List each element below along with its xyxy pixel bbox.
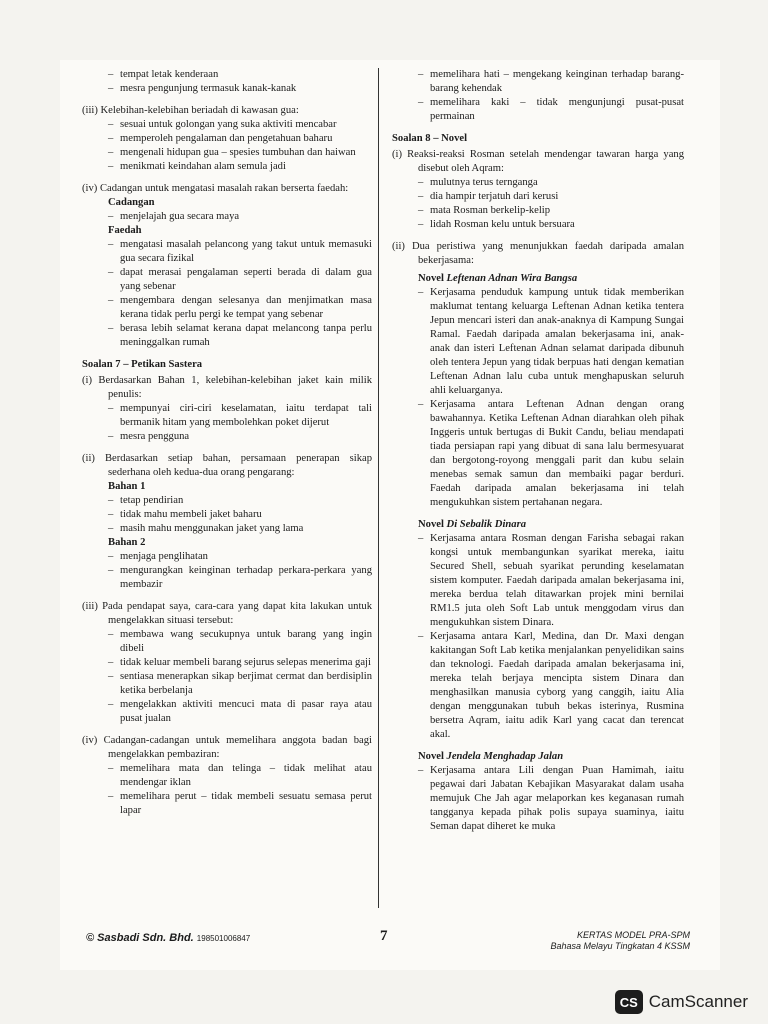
novel-name: Leftenan Adnan Wira Bangsa bbox=[446, 273, 578, 284]
content-block bbox=[392, 148, 684, 232]
content-block bbox=[82, 68, 372, 96]
content-block bbox=[82, 734, 372, 818]
footer-publisher bbox=[86, 932, 250, 944]
list-item: – dapat merasai pengalaman seperti berada di dalam gua yang sebenar bbox=[82, 266, 372, 294]
subheading: Faedah bbox=[108, 225, 142, 236]
list-item: – membawa wang secukupnya untuk barang yang ingin dibeli bbox=[82, 628, 372, 656]
document-page bbox=[60, 60, 720, 970]
list-item: – Kerjasama antara Lili dengan Puan Hamimah, iaitu pegawai dari Jabatan Kebajikan Masyarakat dalam usaha memujuk Che Jah agar melaporkan kes keganasan rumah tangganya kepada pihak polis supaya suaminya, iaitu Seman dapat diheret ke muka bbox=[392, 764, 684, 834]
novel-title bbox=[392, 518, 684, 532]
list-item: – memelihara kaki – tidak mengunjungi pusat-pusat permainan bbox=[392, 96, 684, 124]
list-item: – mengurangkan keinginan terhadap perkara-perkara yang membazir bbox=[82, 564, 372, 592]
footer-book-info bbox=[551, 930, 691, 952]
novel-name: Di Sebalik Dinara bbox=[446, 519, 527, 530]
novel-prefix: Novel bbox=[418, 519, 447, 530]
novel-prefix: Novel bbox=[418, 751, 447, 762]
list-item: – memelihara mata dan telinga – tidak melihat atau mendengar iklan bbox=[82, 762, 372, 790]
list-item: – mengenali hidupan gua – spesies tumbuhan dan haiwan bbox=[82, 146, 372, 160]
question-text: (ii) Berdasarkan setiap bahan, persamaan penerapan sikap sederhana oleh kedua-dua orang pengarang: bbox=[82, 453, 372, 478]
right-column bbox=[392, 68, 684, 842]
list-item: – Kerjasama antara Leftenan Adnan dengan orang bawahannya. Ketika Leftenan Adnan diarahkan oleh pihak Inggeris untuk bertugas di Bukit Candu, beliau mendapati tiada persiapan rapi yang dibuat di sana lalu bermesyuarat dan bergotong-royong menggali parit dan kubu selain menebas semak samun dan membaiki pagar berduri. Faedah daripada amalan bekerjasama ini telah mengukuhkan sistem pertahanan negara. bbox=[392, 398, 684, 510]
content-block bbox=[82, 358, 372, 372]
section-heading: Soalan 8 – Novel bbox=[392, 133, 468, 144]
bullet-list bbox=[392, 532, 684, 742]
subheading: Cadangan bbox=[108, 197, 155, 208]
bullet-list bbox=[82, 238, 372, 350]
bullet-list bbox=[82, 628, 372, 726]
list-item: – dia hampir terjatuh dari kerusi bbox=[392, 190, 684, 204]
content-block bbox=[392, 68, 684, 124]
list-item: – menjelajah gua secara maya bbox=[82, 210, 372, 224]
list-item: – memelihara hati – mengekang keinginan terhadap barang-barang kehendak bbox=[392, 68, 684, 96]
list-item: – tetap pendirian bbox=[82, 494, 372, 508]
bullet-list bbox=[392, 176, 684, 232]
list-item: – mempunyai ciri-ciri keselamatan, iaitu terdapat tali bermanik hitam yang membolehkan poket dijerut bbox=[82, 402, 372, 430]
list-item: – memelihara perut – tidak membeli sesuatu semasa perut lapar bbox=[82, 790, 372, 818]
bullet-list bbox=[392, 286, 684, 510]
subheading: Bahan 2 bbox=[108, 537, 146, 548]
list-item: – sentiasa menerapkan sikap berjimat cermat dan berdisiplin ketika berbelanja bbox=[82, 670, 372, 698]
list-item: – memperoleh pengalaman dan pengetahuan baharu bbox=[82, 132, 372, 146]
list-item: – Kerjasama antara Rosman dengan Farisha sebagai rakan kongsi untuk membangunkan syarikat mereka, iaitu Secured Shell, sebuah syarikat perunding keselamatan sistem komputer. Faedah daripada amalan bekerjasama ini, mereka berdua telah ditawarkan projek mini bernilai RM1.5 juta oleh Soft Lab untuk menggodam virus dan mengukuhkan sistem Dinara. bbox=[392, 532, 684, 630]
bullet-list bbox=[82, 494, 372, 536]
novel-prefix: Novel bbox=[418, 273, 447, 284]
question-text: (ii) Dua peristiwa yang menunjukkan faedah daripada amalan bekerjasama: bbox=[392, 241, 684, 266]
list-item: – menikmati keindahan alam semula jadi bbox=[82, 160, 372, 174]
bullet-list bbox=[392, 68, 684, 124]
camscanner-watermark bbox=[615, 990, 748, 1014]
bullet-list bbox=[392, 764, 684, 834]
left-column bbox=[82, 68, 372, 826]
camscanner-label: CamScanner bbox=[648, 992, 748, 1011]
list-item: – Kerjasama penduduk kampung untuk tidak memberikan maklumat tentang keluarga Leftenan Adnan ketika tentera Jepun mencari isteri dan anak-anaknya di Kampung Sungai Ramal. Faedah daripada amalan bekerjasama ini, anak-anak dan isteri Leftenan Adnan selamat daripada dibunuh oleh tentera Jepun yang tidak berpuas hati dengan kematian Leftenan Adnan lalu cuba untuk menghapuskan seluruh ahli keluarganya. bbox=[392, 286, 684, 398]
list-item: – berasa lebih selamat kerana dapat melancong tanpa perlu meninggalkan rumah bbox=[82, 322, 372, 350]
question-text: (iii) Kelebihan-kelebihan beriadah di kawasan gua: bbox=[82, 105, 299, 116]
list-item: – menjaga penglihatan bbox=[82, 550, 372, 564]
list-item: – masih mahu menggunakan jaket yang lama bbox=[82, 522, 372, 536]
question-text: (iv) Cadangan untuk mengatasi masalah rakan berserta faedah: bbox=[82, 183, 349, 194]
bullet-list bbox=[82, 118, 372, 174]
bullet-list bbox=[82, 762, 372, 818]
content-block bbox=[392, 750, 684, 834]
list-item: – Kerjasama antara Karl, Medina, dan Dr. Maxi dengan kakitangan Soft Lab ketika menjalankan penyelidikan sains dan teknologi. Faedah daripada amalan bekerjasama ini, mereka telah berjaya mencipta sistem Dinara dan menghasilkan manusia cyborg yang canggih, iaitu Alia dengan menggunakan tubuh bekas isterinya, Rusmina bersetra Aqram, iaitu adik Karl yang cacat dan terencat akal. bbox=[392, 630, 684, 742]
bullet-list bbox=[82, 210, 372, 224]
camscanner-logo-icon: CS bbox=[615, 990, 643, 1014]
content-block bbox=[392, 240, 684, 510]
column-divider bbox=[378, 68, 379, 908]
content-block bbox=[82, 104, 372, 174]
page-footer bbox=[60, 924, 720, 964]
list-item: – tidak mahu membeli jaket baharu bbox=[82, 508, 372, 522]
list-item: – mengatasi masalah pelancong yang takut untuk memasuki gua secara fizikal bbox=[82, 238, 372, 266]
content-block bbox=[82, 600, 372, 726]
bullet-list bbox=[82, 550, 372, 592]
content-block bbox=[82, 182, 372, 350]
list-item: – mesra pengguna bbox=[82, 430, 372, 444]
content-block bbox=[82, 452, 372, 592]
novel-title bbox=[392, 750, 684, 764]
bullet-list bbox=[82, 402, 372, 444]
list-item: – lidah Rosman kelu untuk bersuara bbox=[392, 218, 684, 232]
question-text: (i) Berdasarkan Bahan 1, kelebihan-kelebihan jaket kain milik penulis: bbox=[82, 375, 372, 400]
book-title: KERTAS MODEL PRA-SPM bbox=[576, 930, 690, 940]
subheading: Bahan 1 bbox=[108, 481, 146, 492]
content-block bbox=[82, 374, 372, 444]
list-item: – sesuai untuk golongan yang suka aktiviti mencabar bbox=[82, 118, 372, 132]
question-text: (iii) Pada pendapat saya, cara-cara yang dapat kita lakukan untuk mengelakkan situasi tersebut: bbox=[82, 601, 372, 626]
list-item: – tidak keluar membeli barang sejurus selepas menerima gaji bbox=[82, 656, 372, 670]
book-subject: Bahasa Melayu Tingkatan 4 KSSM bbox=[550, 941, 690, 951]
section-heading: Soalan 7 – Petikan Sastera bbox=[82, 359, 203, 370]
content-block bbox=[392, 132, 684, 146]
list-item: – mesra pengunjung termasuk kanak-kanak bbox=[82, 82, 372, 96]
list-item: – mengelakkan aktiviti mencuci mata di pasar raya atau pusat jualan bbox=[82, 698, 372, 726]
page-number: 7 bbox=[380, 928, 388, 944]
list-item: – mengembara dengan selesanya dan menjimatkan masa kerana tidak perlu pergi ke tempat yang sebenar bbox=[82, 294, 372, 322]
list-item: – mata Rosman berkelip-kelip bbox=[392, 204, 684, 218]
list-item: – tempat letak kenderaan bbox=[82, 68, 372, 82]
question-text: (i) Reaksi-reaksi Rosman setelah mendengar tawaran harga yang disebut oleh Aqram: bbox=[392, 149, 684, 174]
novel-name: Jendela Menghadap Jalan bbox=[446, 751, 564, 762]
publisher-reg-no: 198501006847 bbox=[196, 934, 251, 943]
novel-title bbox=[392, 272, 684, 286]
question-text: (iv) Cadangan-cadangan untuk memelihara anggota badan bagi mengelakkan pembaziran: bbox=[82, 735, 372, 760]
content-block bbox=[392, 518, 684, 742]
list-item: – mulutnya terus ternganga bbox=[392, 176, 684, 190]
bullet-list bbox=[82, 68, 372, 96]
publisher-name: © Sasbadi Sdn. Bhd. bbox=[86, 932, 194, 944]
